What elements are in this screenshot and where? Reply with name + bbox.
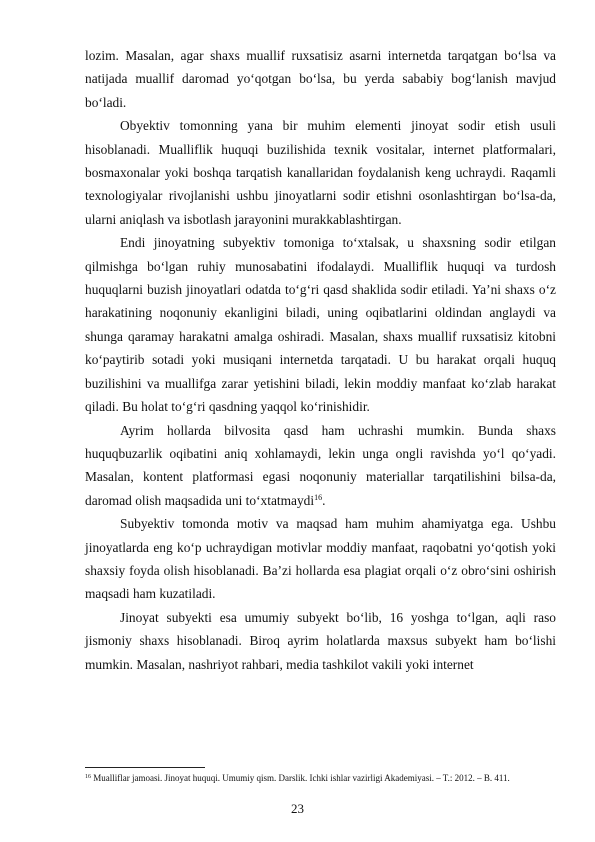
paragraph-6: Jinoyat subyekti esa umumiy subyekt bo‘lib, 16 yoshga to‘lgan, aqli raso jismoniy shaxs hisoblanadi. Biroq ayrim holatlarda maxsus subyekt ham bo‘lishi mumkin. Masalan, nashriyot rahbari, media tashkilot vakili yoki internet xyxy=(85,609,556,672)
paragraph-4 xyxy=(85,419,556,513)
paragraph-4-text: Ayrim hollarda bilvosita qasd ham uchrashi mumkin. Bunda shaxs huquqbuzarlik oqibatini aniq xohlamaydi, lekin unga ongli ravishda yo‘l qo‘yadi. Masalan, kontent platformasi egasi noqonuniy materiallar tarqatilishini bilsa-da, daromad olish maqsadida uni to‘xtatmaydi xyxy=(85,422,556,508)
footnote-reference[interactable]: 16 xyxy=(314,492,323,502)
footnote-text: Mualliflar jamoasi. Jinoyat huquqi. Umumiy qism. Darslik. Ichki ishlar vazirligi Akademiyasi. – T.: 2012. – B. 411. xyxy=(91,773,510,783)
page-number: 23 xyxy=(291,801,304,816)
paragraph-4-end: . xyxy=(322,492,326,508)
footnote-separator xyxy=(85,767,205,768)
footnote xyxy=(85,772,556,785)
paragraph-1: lozim. Masalan, agar shaxs muallif ruxsatisiz asarni internetda tarqatgan bo‘lsa va natijada muallif daromad yo‘qotgan bo‘lsa, bu yerda sababiy bog‘lanish mavjud bo‘ladi. xyxy=(85,48,556,110)
paragraph-5: Subyektiv tomonda motiv va maqsad ham muhim ahamiyatga ega. Ushbu jinoyatlarda eng ko‘p uchraydigan motivlar moddiy manfaat, raqobatni yo‘qotish yoki shaxsiy foyda olish hisoblanadi. Ba’zi hollarda esa plagiat orqali o‘z obro‘sini oshirish maqsadi ham kuzatiladi. xyxy=(85,516,556,602)
page-body xyxy=(85,44,556,676)
paragraph-2: Obyektiv tomonning yana bir muhim elementi jinoyat sodir etish usuli hisoblanadi. Mualliflik huquqi buzilishida texnik vositalar, internet platformalari, bosmaxonalar yoki boshqa tarqatish kanallaridan foydalanish keng uchraydi. Raqamli texnologiyalar rivojlanishi ushbu jinoyatlarni sodir etishni osonlashtirgan bo‘lsa-da, ularni aniqlash va isbotlash jarayonini murakkablashtirgan. xyxy=(85,118,556,227)
paragraph-3: Endi jinoyatning subyektiv tomoniga to‘xtalsak, u shaxsning sodir etilgan qilmishga bo‘lgan ruhiy munosabatini ifodalaydi. Mualliflik huquqi va turdosh huquqlarni buzish jinoyatlari odatda to‘g‘ri qasd shaklida sodir etiladi. Ya’ni shaxs o‘z harakatining noqonuniy ekanligini biladi, uning oqibatlarini oldindan anglaydi va shunga qaramay harakatni amalga oshiradi. Masalan, shaxs muallif ruxsatisiz kitobni ko‘paytirib sotadi yoki musiqani internetda tarqatadi. U bu harakat orqali huquq buzilishini va muallifga zarar yetishini biladi, lekin moddiy manfaat ko‘zlab harakat qiladi. Bu holat to‘g‘ri qasdning yaqqol ko‘rinishidir. xyxy=(85,235,556,415)
footnote-number: 16 xyxy=(85,774,91,780)
